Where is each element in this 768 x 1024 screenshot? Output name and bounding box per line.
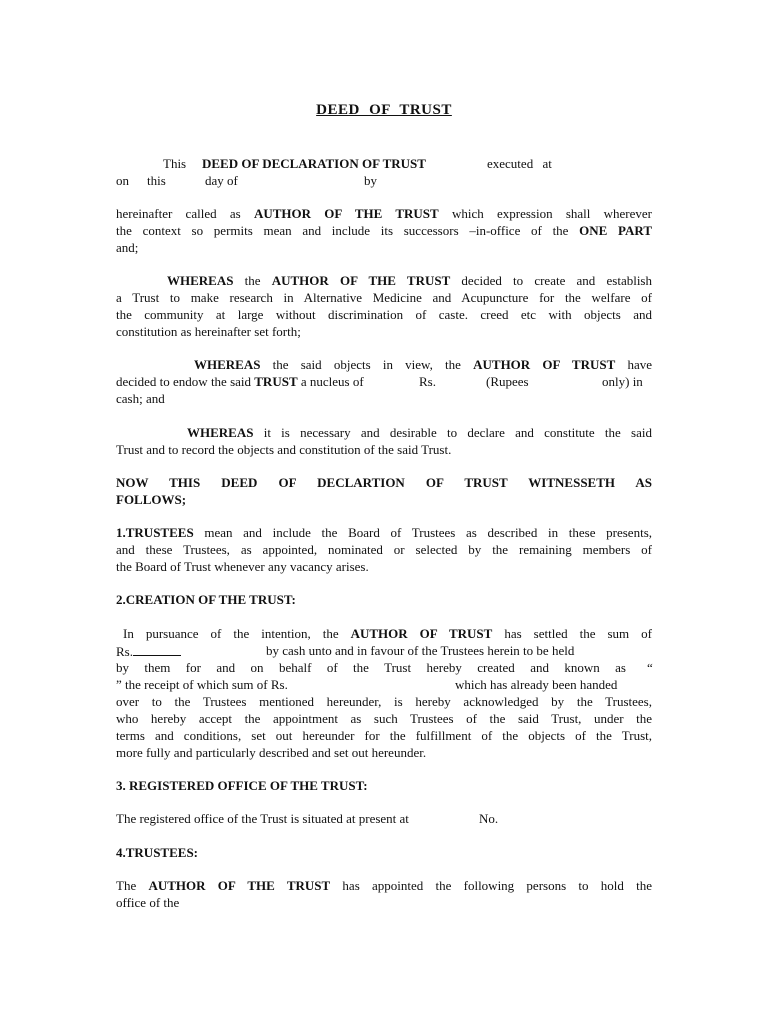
para4-line1: WHEREAS it is necessary and desirable to declare and constitute the said <box>187 425 652 440</box>
document-title: DEED OF TRUST <box>316 102 452 118</box>
para2-line2: a Trust to make research in Alternative Medicine and Acupuncture for the welfare of <box>116 290 652 305</box>
para2-line3: the community at large without discrimination of caste. creed etc with objects and <box>116 307 652 322</box>
para3-rs: Rs. <box>419 374 436 389</box>
section1-line2: and these Trustees, as appointed, nominated or selected by the remaining members of <box>116 542 652 557</box>
para3-line3: cash; and <box>116 391 165 406</box>
section2-line8: more fully and particularly described and set out hereunder. <box>116 745 427 760</box>
section1-line1: 1.TRUSTEES mean and include the Board of Trustees as described in these presents, <box>116 525 652 540</box>
para2-line4: constitution as hereinafter set forth; <box>116 324 301 339</box>
intro-day-of: day of <box>205 173 238 188</box>
para1-line1: hereinafter called as AUTHOR OF THE TRUST which expression shall wherever <box>116 206 652 221</box>
section2-line1: In pursuance of the intention, the AUTHOR OF TRUST has settled the sum of <box>123 626 652 641</box>
section4-heading: 4.TRUSTEES: <box>116 845 198 860</box>
witness-line2: FOLLOWS; <box>116 492 187 507</box>
section2-line4-a: ” the receipt of which sum of Rs. <box>116 677 288 692</box>
witness-line1: NOW THIS DEED OF DECLARTION OF TRUST WITNESSETH AS <box>116 475 652 490</box>
para4-line2: Trust and to record the objects and constitution of the said Trust. <box>116 442 452 457</box>
intro-on: on <box>116 173 129 188</box>
section2-open-quote: “ <box>647 660 653 675</box>
para1-line2: the context so permits mean and include its successors –in-office of the ONE PART <box>116 223 652 238</box>
section3-line1-a: The registered office of the Trust is situated at present at <box>116 811 409 826</box>
intro-this-2: this <box>147 173 166 188</box>
section3-line1-b: No. <box>479 811 499 826</box>
section2-line5: over to the Trustees mentioned hereunder, is hereby acknowledged by the Trustees, <box>116 694 652 709</box>
section2-line2-b: by cash unto and in favour of the Trustees herein to be held <box>266 643 575 658</box>
section2-line2-a: Rs. <box>116 643 181 661</box>
intro-executed-at: executed at <box>487 156 552 171</box>
section2-line6: who hereby accept the appointment as such Trustees of the said Trust, under the <box>116 711 652 726</box>
intro-deed-name: DEED OF DECLARATION OF TRUST <box>202 156 426 171</box>
para3-only: only) in <box>602 374 643 389</box>
section2-heading: 2.CREATION OF THE TRUST: <box>116 592 296 607</box>
section3-heading: 3. REGISTERED OFFICE OF THE TRUST: <box>116 778 368 793</box>
section2-line4-b: which has already been handed <box>455 677 618 692</box>
section2-line7: terms and conditions, set out hereunder for the fulfillment of the objects of the Trust, <box>116 728 652 743</box>
section2-line3: by them for and on behalf of the Trust hereby created and known as <box>116 660 626 675</box>
para3-rupees: (Rupees <box>486 374 529 389</box>
para3-line2-a: decided to endow the said TRUST a nucleus of <box>116 374 364 389</box>
para3-line1: WHEREAS the said objects in view, the AUTHOR OF TRUST have <box>194 357 652 372</box>
amount-blank <box>133 643 181 656</box>
section1-line3: the Board of Trust whenever any vacancy arises. <box>116 559 369 574</box>
para1-line3: and; <box>116 240 139 255</box>
para2-line1: WHEREAS the AUTHOR OF THE TRUST decided to create and establish <box>167 273 652 288</box>
section4-line2: office of the <box>116 895 180 910</box>
intro-this: This <box>163 156 187 171</box>
section4-line1: The AUTHOR OF THE TRUST has appointed the following persons to hold the <box>116 878 652 893</box>
intro-by: by <box>364 173 377 188</box>
